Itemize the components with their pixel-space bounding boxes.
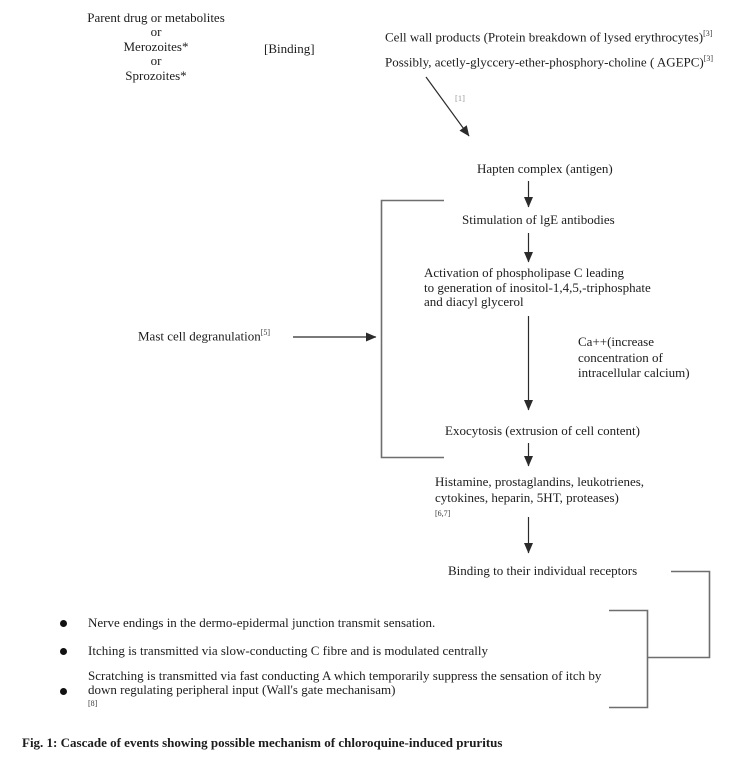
source-line: Merozoites* bbox=[123, 38, 189, 54]
node-ige-stimulation: Stimulation of lgE antibodies bbox=[462, 212, 615, 227]
node-phospholipase-activation: Activation of phospholipase C leading to generation of inositol-1,4,5,-triphosphate and diacyl glycerol bbox=[424, 265, 651, 310]
bullet-itching: Itching is transmitted via slow-conducting C fibre and is modulated centrally bbox=[60, 644, 488, 658]
bullets-bracket bbox=[609, 611, 648, 708]
node-hapten-complex: Hapten complex (antigen) bbox=[477, 161, 613, 176]
node-exocytosis: Exocytosis (extrusion of cell content) bbox=[445, 423, 640, 438]
ref-5: [5] bbox=[260, 328, 271, 337]
source-line: Sprozoites* bbox=[125, 67, 187, 83]
bullet-icon bbox=[60, 688, 67, 695]
ref-3: [3] bbox=[703, 54, 714, 63]
node-receptor-binding: Binding to their individual receptors bbox=[448, 563, 638, 578]
source-line: or bbox=[150, 53, 162, 69]
bullet-icon bbox=[60, 620, 67, 627]
left-bracket bbox=[382, 201, 445, 458]
source-line: or bbox=[150, 24, 162, 40]
bullet-icon bbox=[60, 648, 67, 655]
node-mediators: Histamine, prostaglandins, leukotrienes, cytokines, heparin, 5HT, proteases) [6,7] bbox=[435, 474, 645, 518]
binding-label: [Binding] bbox=[264, 41, 315, 56]
node-mast-cell-degranulation: Mast cell degranulation[5] bbox=[138, 328, 271, 344]
bullet-scratching: Scratching is transmitted via fast conducting A which temporarily suppress the sensation of itch by down regulating peripheral input (Wall's gate mechanisam) [8] bbox=[60, 669, 601, 715]
binding-diagonal-arrow bbox=[426, 77, 469, 136]
ref-8: [8] bbox=[88, 699, 98, 709]
ref-3: [3] bbox=[703, 29, 713, 38]
agepc-text: Possibly, acetly-glyccery-ether-phosphory-choline ( AGEPC)[3] bbox=[385, 54, 714, 70]
source-block bbox=[56, 11, 256, 83]
cellwall-products-text: Cell wall products (Protein breakdown of lysed erythrocytes)[3] bbox=[385, 29, 713, 45]
receptors-connector bbox=[648, 572, 710, 658]
figure-caption: Fig. 1: Cascade of events showing possible mechanism of chloroquine-induced pruritus bbox=[22, 735, 503, 750]
node-calcium-increase: Ca++(increase concentration of intracellular calcium) bbox=[578, 334, 690, 381]
ref-1-label: [1] bbox=[455, 93, 465, 103]
ref-6-7: [6,7] bbox=[435, 509, 451, 518]
source-line: Parent drug or metabolites bbox=[87, 10, 225, 25]
bullet-nerve-endings: Nerve endings in the dermo-epidermal junction transmit sensation. bbox=[60, 616, 435, 630]
